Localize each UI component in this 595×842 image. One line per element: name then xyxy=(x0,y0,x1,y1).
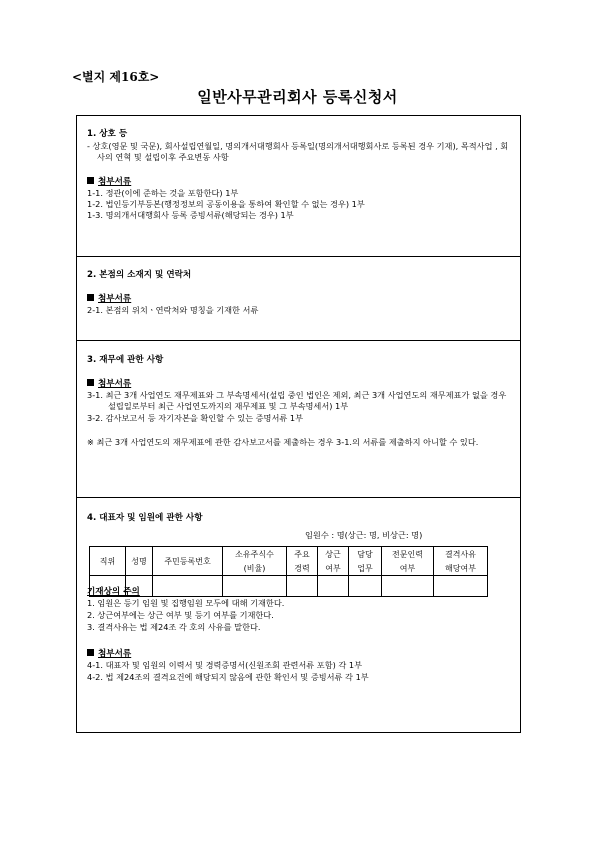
table-header-cell: 결격사유 xyxy=(434,547,488,562)
section-title: 4. 대표자 및 임원에 관한 사항 xyxy=(87,513,203,523)
table-cell[interactable] xyxy=(287,576,318,597)
table-cell[interactable] xyxy=(349,576,382,597)
section-title: 2. 본점의 소재지 및 연락처 xyxy=(87,270,192,280)
section-head-office xyxy=(77,257,520,341)
table-cell[interactable] xyxy=(126,576,153,597)
form-frame xyxy=(76,115,521,733)
table-cell[interactable] xyxy=(434,576,488,597)
document-title: 일반사무관리회사 등록신청서 xyxy=(197,88,398,106)
table-header-cell: 여부 xyxy=(382,561,434,576)
note-text: ※ 최근 3개 사업연도의 재무제표에 관한 감사보고서를 제출하는 경우 3-1.의 서류를 제출하지 아니할 수 있다. xyxy=(87,437,479,447)
caution-item: 1. 임원은 등기 임원 및 집행임원 모두에 대해 기재한다. xyxy=(87,598,285,608)
table-header-cell: 전문인력 xyxy=(382,547,434,562)
table-header-cell: (비율) xyxy=(223,561,287,576)
attachment-item: 4-2. 법 제24조의 결격요건에 해당되지 않음에 관한 확인서 및 증빙서류 각 1부 xyxy=(87,672,369,682)
table-cell[interactable] xyxy=(153,576,223,597)
table-header-cell: 소유주식수 xyxy=(223,547,287,562)
section-title: 1. 상호 등 xyxy=(87,129,128,139)
table-cell[interactable] xyxy=(318,576,349,597)
table-header-cell: 주민등록번호 xyxy=(153,547,223,576)
attachments-heading: 첨부서류 xyxy=(87,176,510,188)
section-company-name xyxy=(77,116,520,257)
section-finance xyxy=(77,341,520,498)
table-header-cell: 담당 xyxy=(349,547,382,562)
square-bullet-icon xyxy=(87,649,94,656)
section-description: - 상호(영문 및 국문), 회사설립연월일, 명의개서대행회사 등록일(명의개서대행회사로 등록된 경우 기재), 목적사업 , 회사의 연혁 및 설립이후 주요변동 사항 xyxy=(87,141,509,162)
table-header-cell: 경력 xyxy=(287,561,318,576)
table-header-cell: 해당여부 xyxy=(434,561,488,576)
table-cell[interactable] xyxy=(223,576,287,597)
attachment-item: 2-1. 본점의 위치ㆍ연락처와 명칭을 기재한 서류 xyxy=(87,305,259,315)
table-header-cell: 업무 xyxy=(349,561,382,576)
square-bullet-icon xyxy=(87,294,94,301)
caution-heading: 기재상의 주의 xyxy=(87,587,140,597)
table-header-cell: 직위 xyxy=(90,547,126,576)
attachments-heading: 첨부서류 xyxy=(87,293,510,305)
form-number-label: <별지 제16호> xyxy=(72,70,160,84)
caution-item: 3. 결격사유는 법 제24조 각 호의 사유를 말한다. xyxy=(87,622,261,632)
section-executives xyxy=(77,498,520,734)
executives-table xyxy=(89,546,488,597)
attachment-item: 1-3. 명의개서대행회사 등록 증빙서류(해당되는 경우) 1부 xyxy=(87,210,294,220)
caution-item: 2. 상근여부에는 상근 여부 및 등기 여부를 기재한다. xyxy=(87,610,274,620)
square-bullet-icon xyxy=(87,379,94,386)
table-row xyxy=(90,576,488,597)
attachment-item: 4-1. 대표자 및 임원의 이력서 및 경력증명서(신원조회 관련서류 포함) 각 1부 xyxy=(87,660,363,670)
attachment-item: 3-2. 감사보고서 등 자기자본을 확인할 수 있는 증명서류 1부 xyxy=(87,413,304,423)
attachment-item: 1-2. 법인등기부등본(행정정보의 공동이용을 통하여 확인할 수 없는 경우) 1부 xyxy=(87,199,365,209)
attachments-heading: 첨부서류 xyxy=(87,378,510,390)
table-cell[interactable] xyxy=(90,576,126,597)
executive-count-line: 임원수 : 명(상근: 명, 비상근: 명) xyxy=(305,530,423,540)
attachments-heading: 첨부서류 xyxy=(87,648,510,660)
section-title: 3. 재무에 관한 사항 xyxy=(87,355,164,365)
attachment-item: 1-1. 정관(이에 준하는 것을 포함한다) 1부 xyxy=(87,188,239,198)
table-header-row xyxy=(90,547,488,562)
table-header-cell: 주요 xyxy=(287,547,318,562)
table-header-cell: 성명 xyxy=(126,547,153,576)
attachment-item: 3-1. 최근 3개 사업연도 재무제표와 그 부속명세서(설립 중인 법인은 제외, 최근 3개 사업연도의 재무제표가 없을 경우 설립일로부터 최근 사업연도까지의 재무제표 및 그 부속명세서) 1부 xyxy=(87,390,507,411)
table-header-cell: 여부 xyxy=(318,561,349,576)
table-header-cell: 상근 xyxy=(318,547,349,562)
square-bullet-icon xyxy=(87,177,94,184)
table-cell[interactable] xyxy=(382,576,434,597)
